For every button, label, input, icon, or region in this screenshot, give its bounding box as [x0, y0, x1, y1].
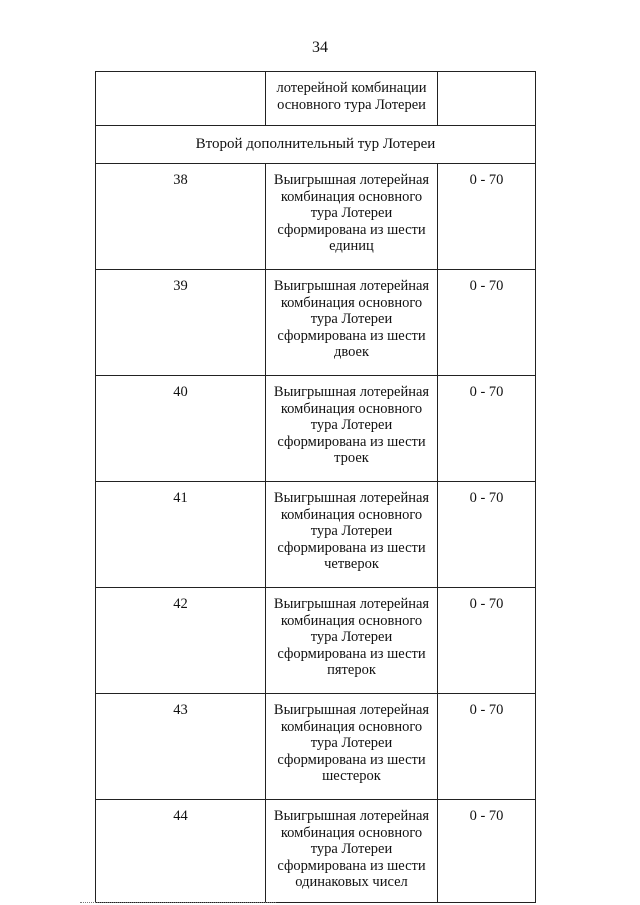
description-text: Выигрышная лотерейная комбинация основного тура Лотереи сформирована из шести шестерок — [273, 702, 430, 785]
number-cell: 42 — [96, 588, 266, 694]
description-text: Выигрышная лотерейная комбинация основного тура Лотереи сформирована из шести единиц — [273, 172, 430, 255]
description-cell — [266, 800, 438, 903]
continuation-row — [96, 72, 536, 126]
table-row — [96, 164, 536, 270]
description-text: Выигрышная лотерейная комбинация основного тура Лотереи сформирована из шести четверок — [273, 490, 430, 573]
description-cell — [266, 694, 438, 800]
table-row — [96, 694, 536, 800]
description-cell — [266, 482, 438, 588]
description-text: Выигрышная лотерейная комбинация основного тура Лотереи сформирована из шести одинаковых чисел — [273, 808, 430, 891]
range-cell: 0 - 70 — [438, 482, 536, 588]
description-cell — [266, 588, 438, 694]
range-cell: 0 - 70 — [438, 588, 536, 694]
description-text: лотерейной комбинации основного тура Лотереи — [276, 80, 427, 113]
number-cell: 43 — [96, 694, 266, 800]
number-cell: 44 — [96, 800, 266, 903]
description-text: Выигрышная лотерейная комбинация основного тура Лотереи сформирована из шести троек — [273, 384, 430, 467]
range-cell: 0 - 70 — [438, 800, 536, 903]
table-row — [96, 800, 536, 903]
number-cell: 40 — [96, 376, 266, 482]
page-number: 34 — [312, 39, 328, 56]
section-title: Второй дополнительный тур Лотереи — [96, 126, 536, 164]
range-cell: 0 - 70 — [438, 376, 536, 482]
number-cell: 41 — [96, 482, 266, 588]
table-row — [96, 482, 536, 588]
table-row — [96, 588, 536, 694]
description-cell — [266, 270, 438, 376]
range-cell — [438, 72, 536, 126]
description-cell — [266, 376, 438, 482]
number-cell — [96, 72, 266, 126]
table-row — [96, 270, 536, 376]
description-cell — [266, 164, 438, 270]
range-cell: 0 - 70 — [438, 270, 536, 376]
description-text: Выигрышная лотерейная комбинация основного тура Лотереи сформирована из шести двоек — [273, 278, 430, 361]
table-row — [96, 376, 536, 482]
section-row — [96, 126, 536, 164]
range-cell: 0 - 70 — [438, 164, 536, 270]
description-text: Выигрышная лотерейная комбинация основного тура Лотереи сформирована из шести пятерок — [273, 596, 430, 679]
lottery-table — [95, 71, 536, 903]
footer-divider — [80, 902, 276, 903]
number-cell: 39 — [96, 270, 266, 376]
range-cell: 0 - 70 — [438, 694, 536, 800]
number-cell: 38 — [96, 164, 266, 270]
description-cell — [266, 72, 438, 126]
